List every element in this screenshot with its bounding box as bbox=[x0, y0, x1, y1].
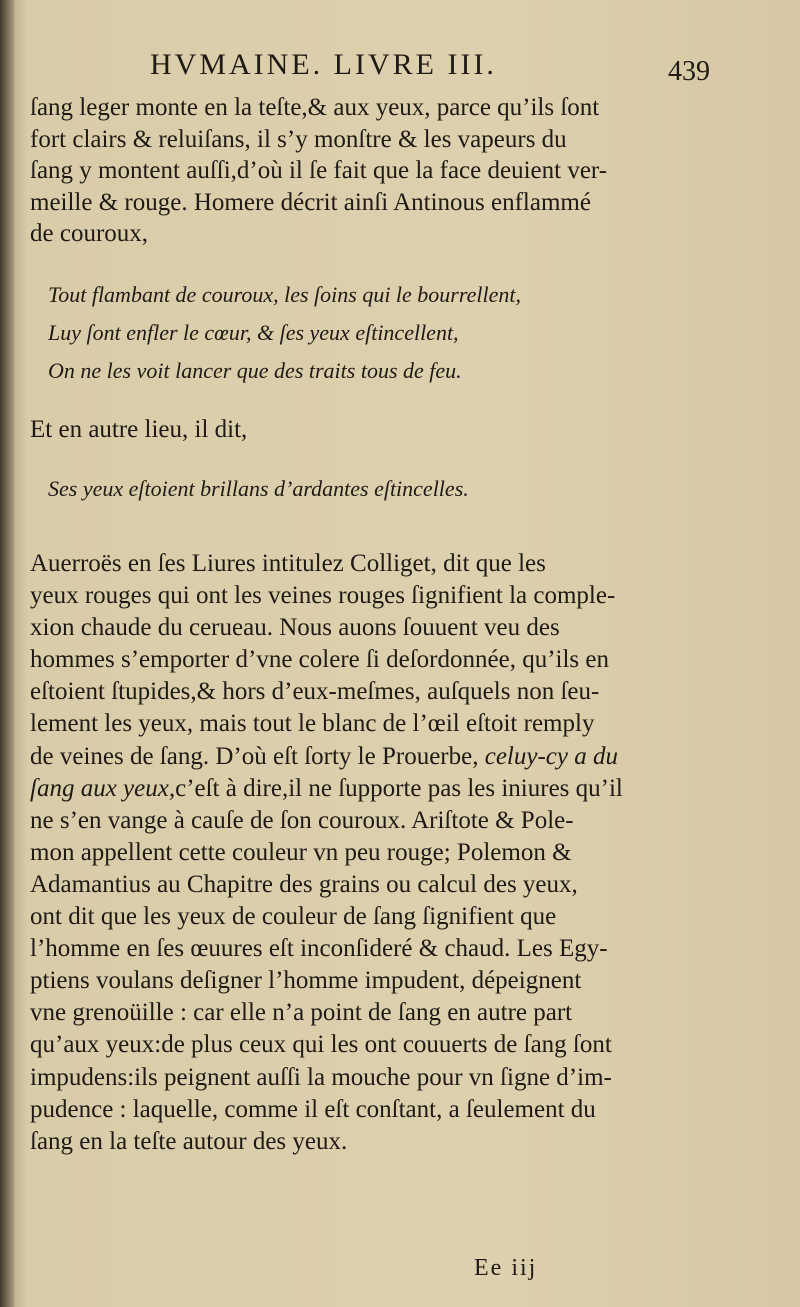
paragraph-1 bbox=[30, 92, 716, 250]
text-line: xion chaude du cerueau. Nous auons ſouuent veu des bbox=[30, 614, 560, 642]
proverb-italic-cont: ſang aux yeux, bbox=[30, 774, 176, 802]
text-line: de couroux, bbox=[30, 220, 149, 248]
text-line: ſang en la teſte autour des yeux. bbox=[30, 1127, 348, 1155]
text-segment: de veines de ſang. D’où eſt ſorty le Prouerbe, bbox=[30, 742, 479, 770]
text-line bbox=[30, 741, 716, 773]
text-line: Et en autre lieu, il dit, bbox=[30, 416, 248, 443]
text-line: lement les yeux, mais tout le blanc de l’œil eſtoit remply bbox=[30, 710, 595, 738]
verse-quotation-2 bbox=[48, 470, 688, 508]
text-line: pudence : laquelle, comme il eſt conſtant, a ſeulement du bbox=[30, 1095, 596, 1123]
proverb-italic: celuy-cy a du bbox=[484, 742, 618, 770]
text-line: Adamantius au Chapitre des grains ou calcul des yeux, bbox=[30, 870, 578, 898]
text-line bbox=[30, 773, 716, 805]
verse-quotation-1 bbox=[48, 276, 688, 390]
running-header bbox=[150, 48, 710, 88]
text-line: hommes s’emporter d’vne colere ſi deſordonnée, qu’ils en bbox=[30, 646, 609, 674]
page-gutter bbox=[0, 0, 14, 1307]
page-number: 439 bbox=[668, 56, 710, 87]
running-title: HVMAINE. LIVRE III. bbox=[150, 48, 497, 81]
paragraph-2 bbox=[30, 414, 716, 446]
verse-line: Ses yeux eſtoient brillans d’ardantes eſtincelles. bbox=[48, 476, 469, 501]
text-line: Auerroës en ſes Liures intitulez Colliget, dit que les bbox=[30, 550, 546, 577]
verse-line: On ne les voit lancer que des traits tous de feu. bbox=[48, 358, 462, 383]
text-line: qu’aux yeux:de plus ceux qui les ont couuerts de ſang ſont bbox=[30, 1031, 612, 1059]
text-line: eſtoient ſtupides,& hors d’eux-meſmes, auſquels non ſeu- bbox=[30, 678, 600, 706]
text-line: vne grenoüille : car elle n’a point de ſang en autre part bbox=[30, 999, 573, 1027]
verse-line: Tout flambant de couroux, les ſoins qui le bourrellent, bbox=[48, 282, 521, 307]
text-line: meille & rouge. Homere décrit ainſi Antinous enflammé bbox=[30, 188, 591, 216]
text-line: ne s’en vange à cauſe de ſon couroux. Ariſtote & Pole- bbox=[30, 806, 574, 834]
text-line: ſang leger monte en la teſte,& aux yeux, parce qu’ils ſont bbox=[30, 94, 600, 121]
text-line: ptiens voulans deſigner l’homme impudent, dépeignent bbox=[30, 967, 582, 995]
verse-line: Luy ſont enfler le cœur, & ſes yeux eſtincellent, bbox=[48, 320, 459, 345]
text-line: mon appellent cette couleur vn peu rouge; Polemon & bbox=[30, 838, 572, 866]
text-segment: c’eſt à dire,il ne ſupporte pas les iniures qu’il bbox=[175, 774, 623, 802]
text-line: yeux rouges qui ont les veines rouges ſignifient la comple- bbox=[30, 582, 616, 610]
text-line: ont dit que les yeux de couleur de ſang ſignifient que bbox=[30, 903, 557, 931]
paragraph-3 bbox=[30, 548, 716, 1158]
text-line: impudens:ils peignent auſſi la mouche pour vn ſigne d’im- bbox=[30, 1063, 612, 1091]
text-line: fort clairs & reluiſans, il s’y monſtre & les vapeurs du bbox=[30, 125, 567, 153]
text-line: l’homme en ſes œuures eſt inconſideré & chaud. Les Egy- bbox=[30, 935, 608, 963]
text-line: ſang y montent auſſi,d’où il ſe fait que la face deuient ver- bbox=[30, 157, 608, 185]
signature-mark: Ee iij bbox=[474, 1255, 538, 1281]
